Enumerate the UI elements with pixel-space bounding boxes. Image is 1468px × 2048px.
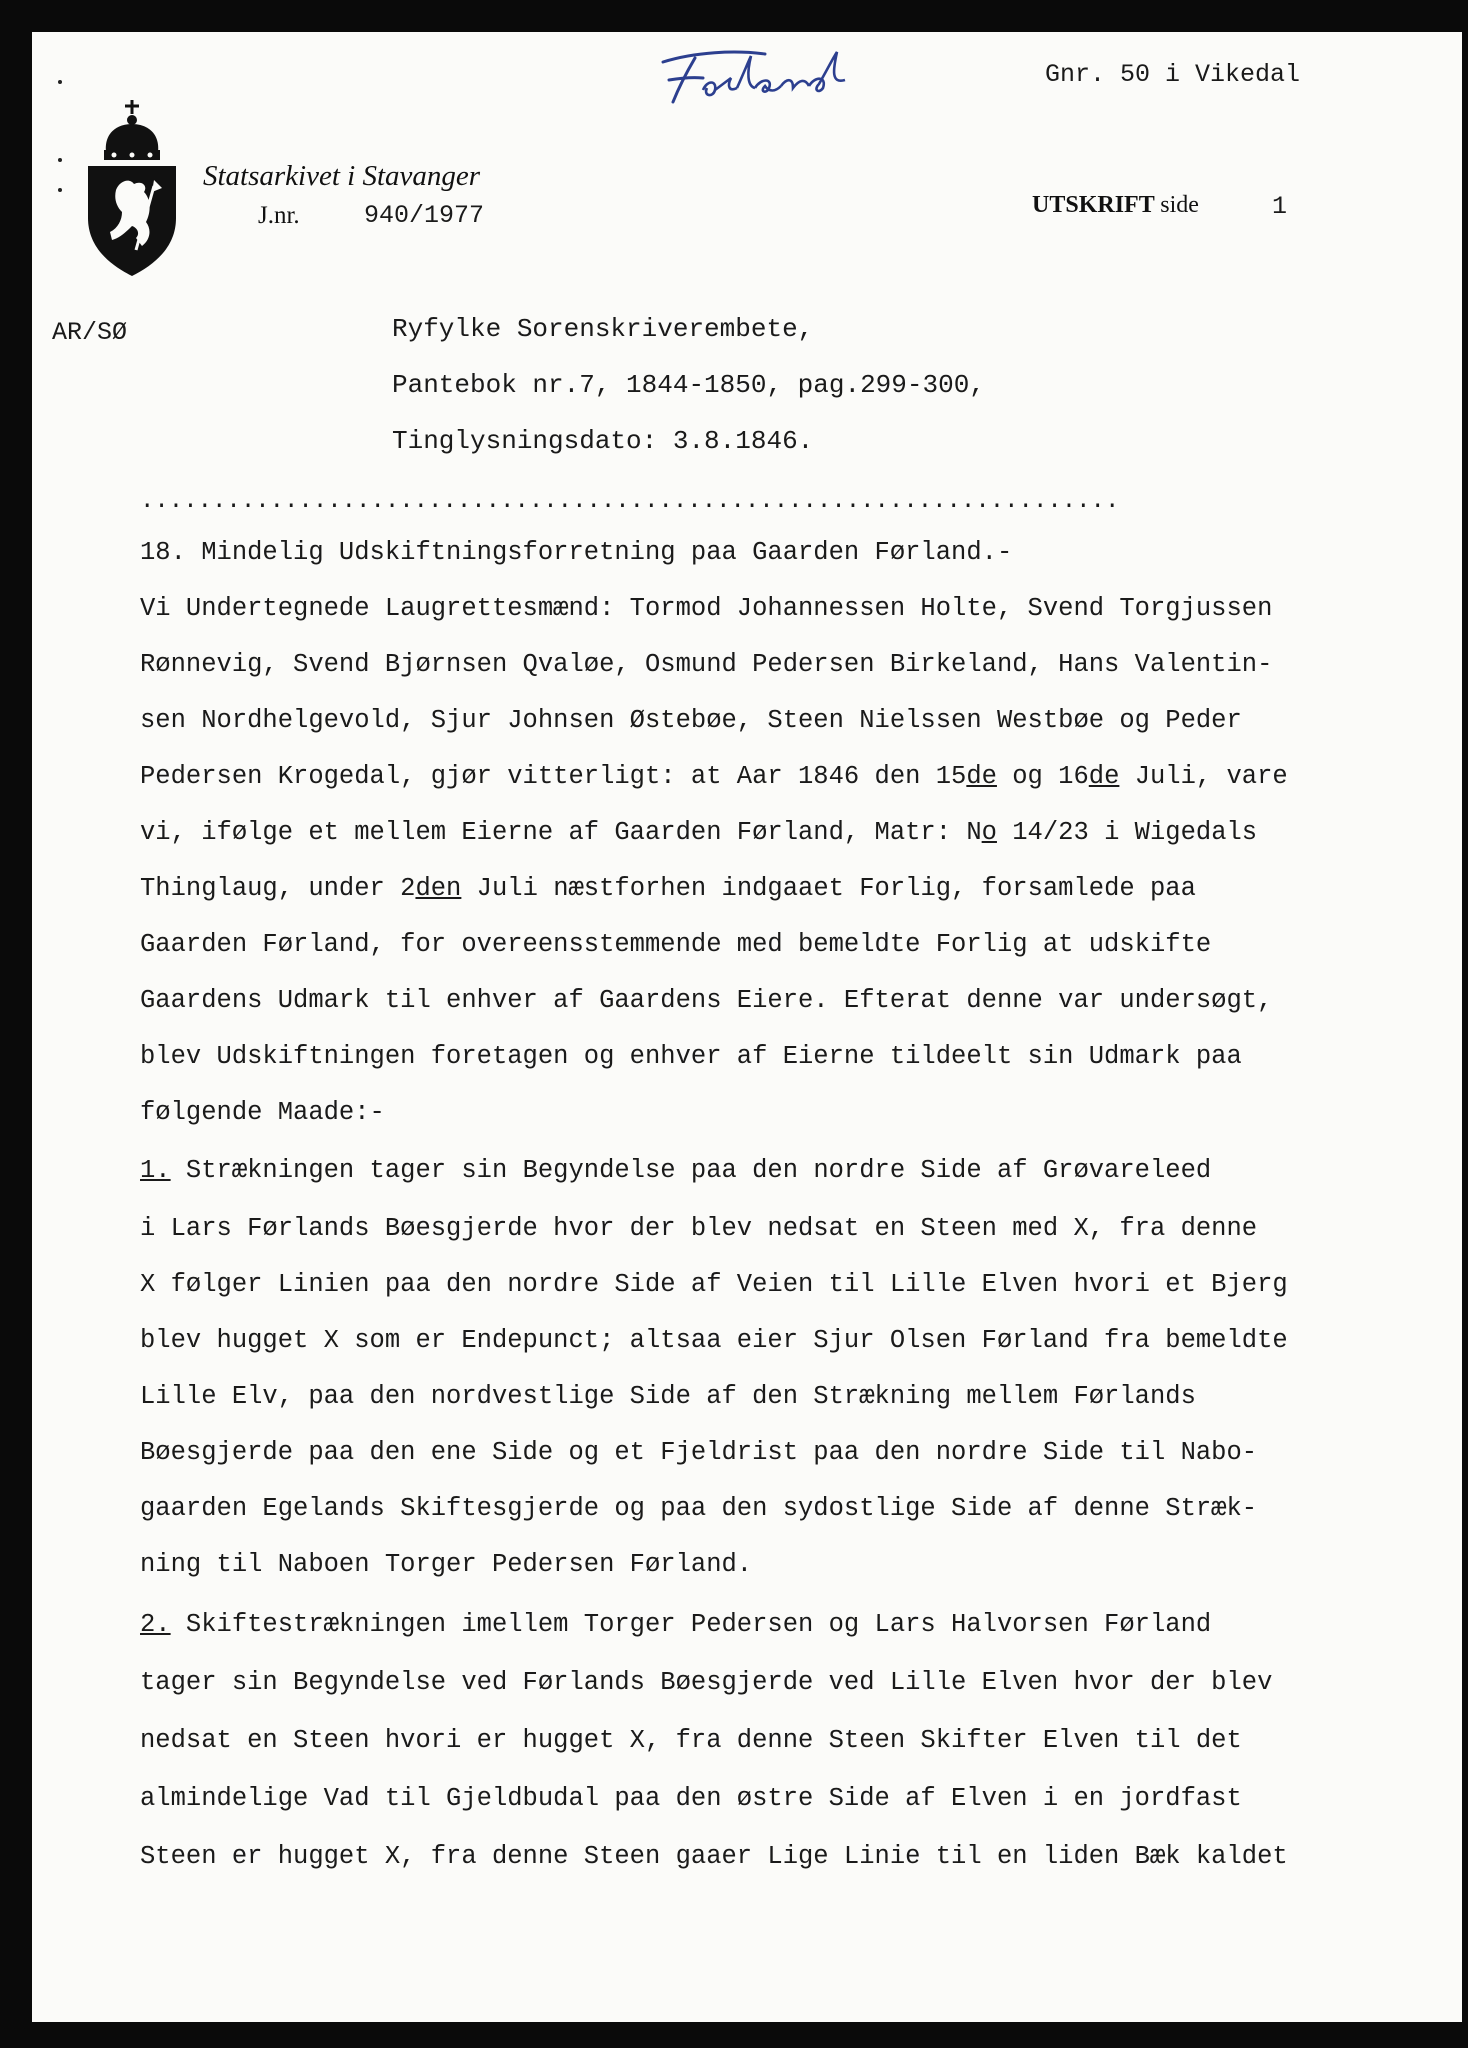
item-number: 2. (140, 1610, 171, 1639)
text-line (140, 818, 1257, 847)
text-line (140, 1156, 1211, 1185)
text-line: følgende Maade:- (140, 1098, 385, 1127)
text-line: ning til Naboen Torger Pedersen Førland. (140, 1550, 753, 1579)
margin-mark (58, 158, 62, 162)
text-line: Steen er hugget X, fra denne Steen gaaer Lige Linie til en liden Bæk kaldet (140, 1842, 1288, 1871)
text-segment: vi, ifølge et mellem Eierne af Gaarden Førland, Matr: N (140, 818, 982, 847)
text-line: Rønnevig, Svend Bjørnsen Qvaløe, Osmund Pedersen Birkeland, Hans Valentin- (140, 650, 1273, 679)
text-line: gaarden Egelands Skiftesgjerde og paa den sydostlige Side af denne Stræk- (140, 1494, 1258, 1523)
text-line: sen Nordhelgevold, Sjur Johnsen Østebøe, Steen Nielssen Westbøe og Peder (140, 706, 1242, 735)
archive-name: Statsarkivet i Stavanger (203, 160, 481, 192)
underlined-suffix: de (1088, 762, 1120, 791)
journal-label: J.nr. (258, 202, 300, 229)
text-line: blev hugget X som er Endepunct; altsaa eier Sjur Olsen Førland fra bemeldte (140, 1326, 1288, 1355)
text-segment: Skiftestrækningen imellem Torger Pedersen og Lars Halvorsen Førland (170, 1610, 1212, 1639)
text-line: tager sin Begyndelse ved Førlands Bøesgjerde ved Lille Elven hvor der blev (140, 1668, 1273, 1697)
text-segment: 14/23 i Wigedals (996, 818, 1258, 847)
farm-reference: Gnr. 50 i Vikedal (1045, 60, 1301, 89)
text-line: i Lars Førlands Bøesgjerde hvor der blev nedsat en Steen med X, fra denne (140, 1214, 1258, 1243)
text-segment: Pedersen Krogedal, gjør vitterligt: at Aar 1846 den 15 (140, 762, 967, 791)
margin-mark (58, 80, 62, 84)
transcript-label: UTSKRIFT (1032, 192, 1155, 218)
underlined-suffix: o (981, 818, 997, 847)
text-segment: Thinglaug, under 2 (140, 874, 416, 903)
handwritten-name-signature (655, 40, 905, 110)
margin-mark (58, 188, 62, 192)
text-line: blev Udskiftningen foretagen og enhver af Eierne tildeelt sin Udmark paa (140, 1042, 1242, 1071)
underlined-suffix: den (415, 874, 462, 903)
transcript-heading (1032, 192, 1199, 219)
dotted-separator: .................................................................... (140, 488, 1120, 515)
text-line: X følger Linien paa den nordre Side af Veien til Lille Elven hvori et Bjerg (140, 1270, 1288, 1299)
source-book: Pantebok nr.7, 1844-1850, pag.299-300, (392, 370, 985, 400)
text-line (140, 1610, 1211, 1639)
text-segment: Juli næstforhen indgaaet Forlig, forsamlede paa (461, 874, 1196, 903)
clerk-initials: AR/SØ (52, 318, 128, 347)
text-line: 18. Mindelig Udskiftningsforretning paa Gaarden Førland.- (140, 538, 1013, 567)
text-segment: Strækningen tager sin Begyndelse paa den nordre Side af Grøvareleed (170, 1156, 1212, 1185)
text-segment: Juli, vare (1119, 762, 1288, 791)
text-segment: og 16 (996, 762, 1089, 791)
text-line: Lille Elv, paa den nordvestlige Side af den Strækning mellem Førlands (140, 1382, 1196, 1411)
text-line: Gaarden Førland, for overeensstemmende med bemeldte Forlig at udskifte (140, 930, 1212, 959)
page-number: 1 (1272, 192, 1288, 221)
text-line: Bøesgjerde paa den ene Side og et Fjeldrist paa den nordre Side til Nabo- (140, 1438, 1258, 1467)
item-number: 1. (140, 1156, 171, 1185)
source-office: Ryfylke Sorenskriverembete, (392, 314, 814, 344)
text-line: Gaardens Udmark til enhver af Gaardens Eiere. Efterat denne var undersøgt, (140, 986, 1273, 1015)
text-line: Vi Undertegnede Laugrettesmænd: Tormod Johannessen Holte, Svend Torgjussen (140, 594, 1273, 623)
text-line: nedsat en Steen hvori er hugget X, fra denne Steen Skifter Elven til det (140, 1726, 1242, 1755)
transcript-side-label: side (1160, 192, 1199, 218)
text-line (140, 762, 1288, 791)
text-line: almindelige Vad til Gjeldbudal paa den østre Side af Elven i en jordfast (140, 1784, 1242, 1813)
text-line (140, 874, 1196, 903)
registration-date: Tinglysningsdato: 3.8.1846. (392, 426, 814, 456)
norwegian-lion-crest-icon (86, 100, 178, 278)
underlined-suffix: de (966, 762, 997, 791)
journal-number: 940/1977 (364, 201, 485, 230)
